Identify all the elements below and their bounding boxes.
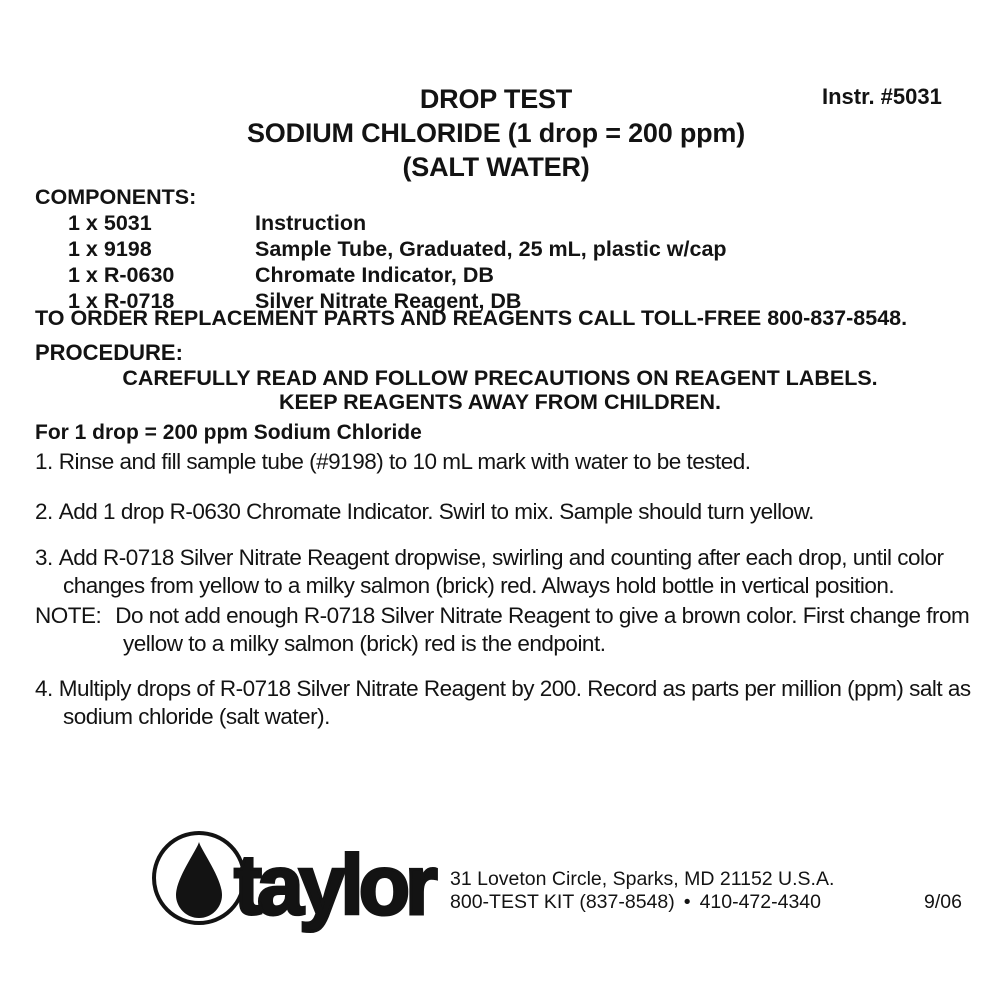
bullet-separator: • <box>683 891 691 913</box>
title-line-3: (SALT WATER) <box>402 152 590 182</box>
step-number: 2. <box>35 499 53 524</box>
component-row <box>68 236 727 262</box>
phone-tollfree: 800-TEST KIT (837-8548) <box>450 891 675 913</box>
component-desc: Silver Nitrate Reagent, DB <box>255 289 522 313</box>
warning-line-1: CAREFULLY READ AND FOLLOW PRECAUTIONS ON REAGENT LABELS. <box>122 366 878 390</box>
components-heading: COMPONENTS: <box>35 185 197 209</box>
title-line-1: DROP TEST <box>419 84 573 114</box>
taylor-logo <box>150 826 480 939</box>
instruction-number: Instr. #5031 <box>822 84 942 109</box>
revision-date: 9/06 <box>924 891 962 913</box>
component-desc: Instruction <box>255 211 367 235</box>
title-line-2: SODIUM CHLORIDE (1 drop = 200 ppm) <box>247 118 745 148</box>
step-text: Multiply drops of R-0718 Silver Nitrate Reagent by 200. Record as parts per million (ppm) salt as sodium chloride (salt water). <box>58 676 971 729</box>
component-row <box>68 262 727 288</box>
brand-wordmark: taylor <box>234 838 433 932</box>
component-desc: Chromate Indicator, DB <box>255 263 494 287</box>
order-replacement-line: TO ORDER REPLACEMENT PARTS AND REAGENTS CALL TOLL-FREE 800-837-8548. <box>35 306 908 330</box>
step-4 <box>35 675 980 731</box>
component-qty: 1 x 9198 <box>68 237 152 261</box>
procedure-heading: PROCEDURE: <box>35 340 183 365</box>
step-number: 3. <box>35 545 53 570</box>
page-title <box>0 82 992 184</box>
step-text: Rinse and fill sample tube (#9198) to 10 mL mark with water to be tested. <box>58 449 751 474</box>
component-qty: 1 x 5031 <box>68 211 152 235</box>
component-row <box>68 210 727 236</box>
address-line: 31 Loveton Circle, Sparks, MD 21152 U.S.A. <box>450 868 835 890</box>
footer-contact <box>450 868 834 914</box>
step-3 <box>35 544 980 600</box>
warning-line-2: KEEP REAGENTS AWAY FROM CHILDREN. <box>278 389 721 414</box>
components-section <box>35 184 727 314</box>
phone-line <box>450 891 834 914</box>
note-label: NOTE: <box>35 603 102 628</box>
step-text: Add 1 drop R-0630 Chromate Indicator. Swirl to mix. Sample should turn yellow. <box>58 499 814 524</box>
step-1 <box>35 448 980 476</box>
step-number: 4. <box>35 676 53 701</box>
procedure-steps <box>35 448 980 731</box>
component-desc: Sample Tube, Graduated, 25 mL, plastic w/cap <box>255 237 727 261</box>
warning-block <box>0 367 1000 414</box>
step-number: 1. <box>35 449 53 474</box>
step-2 <box>35 498 980 526</box>
component-qty: 1 x R-0630 <box>68 263 175 287</box>
step-text: Add R-0718 Silver Nitrate Reagent dropwise, swirling and counting after each drop, until color changes from yellow to a milky salmon (brick) red. Always hold bottle in vertical position. <box>58 545 944 598</box>
step-note <box>35 602 980 658</box>
water-drop-icon <box>154 833 244 923</box>
dosage-subheading: For 1 drop = 200 ppm Sodium Chloride <box>35 421 422 444</box>
phone-local: 410-472-4340 <box>699 891 821 913</box>
note-text: Do not add enough R-0718 Silver Nitrate Reagent to give a brown color. First change from yellow to a milky salmon (brick) red is the endpoint. <box>115 603 970 656</box>
component-qty: 1 x R-0718 <box>68 289 175 313</box>
